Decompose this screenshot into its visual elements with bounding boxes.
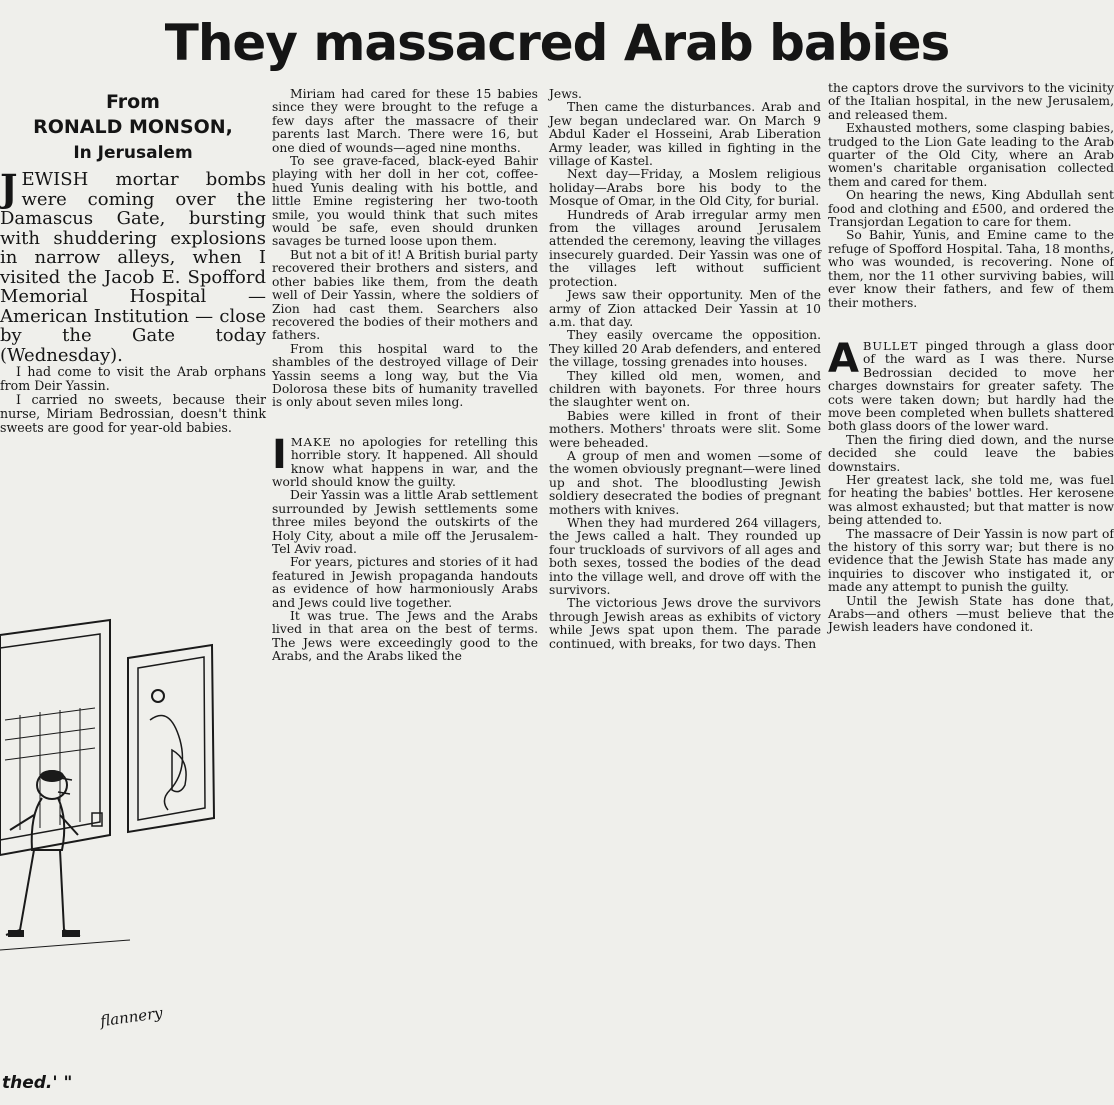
paragraph: Jews saw their opportunity. Men of the army of Zion attacked Deir Yassin at 10 a.m. that day. (549, 288, 821, 329)
paragraph: Next day—Friday, a Moslem religious holiday—Arabs bore his body to the Mosque of Omar, in the Old City, for burial. (549, 167, 821, 209)
byline-from: From (106, 91, 160, 113)
paragraph: For years, pictures and stories of it had featured in Jewish propaganda handouts as evidence of how harmoniously Arabs and Jews could live together. (272, 555, 538, 610)
paragraph: Hundreds of Arab irregular army men from the villages around Jerusalem attended the ceremony, leaving the villages insecurely guarded. Deir Yassin was one of the villages left without sufficient protection. (549, 207, 821, 289)
paragraph: From this hospital ward to the shambles of the destroyed village of Deir Yassin seems a long way, but the Via Dolorosa these bits of humanity travelled is only about seven miles long. (272, 341, 538, 410)
paragraph: But not a bit of it! A British burial party recovered their brothers and sisters, and other babies like them, from the death well of Deir Yassin, where the soldiers of Zion had cast them. Searchers also recovered the bodies of their mothers and fathers. (272, 247, 538, 343)
paragraph: Exhausted mothers, some clasping babies, trudged to the Lion Gate leading to the Arab quarter of the Old City, where an Arab women's charitable organisation collected them and cared for them. (828, 121, 1114, 189)
paragraph: On hearing the news, King Abdullah sent food and clothing and £500, and ordered the Transjordan Legation to care for them. (828, 188, 1114, 230)
paragraph: Then came the disturbances. Arab and Jew began undeclared war. On March 9 Abdul Kader el Hosseini, Arab Liberation Army leader, was killed in fighting in the village of Kastel. (549, 100, 821, 169)
drop-cap: J (0, 166, 18, 210)
drop-cap: I (272, 431, 287, 478)
paragraph: When they had murdered 264 villagers, the Jews called a halt. They rounded up four truckloads of survivors of all ages and both sexes, tossed the bodies of the dead into the village well, and drove off with the survivors. (549, 516, 821, 598)
lead-word: MAKE (290, 434, 332, 449)
headline: They massacred Arab babies (164, 14, 950, 72)
column-1 (0, 90, 266, 435)
paragraph: Then the firing died down, and the nurse decided she could leave the babies downstairs. (828, 432, 1114, 474)
column-4 (828, 82, 1114, 635)
paragraph: Deir Yassin was a little Arab settlement surrounded by Jewish settlements some three miles beyond the outskirts of the Holy City, about a mile off the Jerusalem-Tel Aviv road. (272, 488, 538, 556)
paragraph: Miriam had cared for these 15 babies since they were brought to the refuge a few days after the massacre of their parents last March. There were 16, but one died of wounds—aged nine months. (272, 87, 538, 155)
paragraph: Her greatest lack, she told me, was fuel for heating the babies' bottles. Her kerosene was almost exhausted; but that matter is now being attended to. (828, 472, 1114, 528)
paragraph: the captors drove the survivors to the vicinity of the Italian hospital, in the new Jerusalem, and released them. (828, 81, 1114, 122)
paragraph (0, 166, 266, 366)
column-2 (272, 88, 538, 664)
paragraph-text: EWISH mortar bombs were coming over the Damascus Gate, bursting with shuddering explosions in narrow alleys, when I visited the Jacob E. Spofford Memorial Hospital — American Institution — close by the Gate today (Wednesday). (0, 169, 266, 366)
paragraph: It was true. The Jews and the Arabs lived in that area on the best of terms. The Jews were exceedingly good to the Arabs, and the Arabs liked the (272, 609, 538, 664)
cartoon-caption: thed.' " (2, 1073, 73, 1093)
paragraph: The massacre of Deir Yassin is now part of the history of this sorry war; but there is no evidence that the Jewish State has made any inquiries to discover who instigated it, or made any attempt to punish the guilty. (828, 526, 1114, 595)
paragraph: Babies were killed in front of their mothers. Mothers' throats were slit. Some were beheaded. (549, 408, 821, 450)
drop-cap: A (828, 335, 859, 382)
lead-word: BULLET (862, 338, 919, 353)
paragraph (272, 431, 538, 490)
paragraph: Jews. (549, 87, 582, 101)
paragraph: To see grave-faced, black-eyed Bahir playing with her doll in her cot, coffee-hued Yunis dealing with his bottle, and little Emine registering her two-tooth smile, you would think that such mites would be safe, even should drunken savages be turned loose upon them. (272, 154, 538, 249)
byline-place: In Jerusalem (73, 143, 193, 163)
byline-author: RONALD MONSON, (33, 116, 233, 138)
paragraph: They killed old men, women, and children with bayonets. For three hours the slaughter went on. (549, 368, 821, 410)
paragraph-text: no apologies for retelling this horrible story. It happened. All should know what happens in war, and the world should know the guilty. (272, 434, 538, 489)
paragraph (828, 335, 1114, 434)
paragraph: A group of men and women —some of the women obviously pregnant—were lined up and shot. The bloodlusting Jewish soldiery desecrated the bodies of pregnant mothers with knives. (549, 448, 821, 517)
paragraph: So Bahir, Yunis, and Emine came to the refuge of Spofford Hospital. Taha, 18 months, who was wounded, is recovering. None of them, nor the 11 other surviving babies, will ever know their fathers, and few of them their mothers. (828, 228, 1114, 310)
paragraph: The victorious Jews drove the survivors through Jewish areas as exhibits of victory while Jews spat upon them. The parade continued, with breaks, for two days. Then (549, 596, 821, 651)
column-3 (549, 88, 821, 651)
cartoon-drawing (0, 600, 268, 1105)
cartoon-signature: flannery (99, 1003, 164, 1031)
paragraph: I carried no sweets, because their nurse, Miriam Bedrossian, doesn't think sweets are good for year-old babies. (0, 392, 266, 435)
cartoon-illustration (0, 600, 268, 1105)
paragraph: Until the Jewish State has done that, Arabs—and others —must believe that the Jewish leaders have condoned it. (828, 593, 1114, 635)
paragraph: They easily overcame the opposition. They killed 20 Arab defenders, and entered the village, tossing grenades into houses. (549, 328, 821, 370)
paragraph-text: pinged through a glass door of the ward as I was there. Nurse Bedrossian decided to move her charges downstairs for greater safety. The cots were taken down; but hardly had the move been completed when bullets shattered both glass doors of the lower ward. (828, 338, 1114, 434)
paragraph: I had come to visit the Arab orphans from Deir Yassin. (0, 364, 266, 393)
